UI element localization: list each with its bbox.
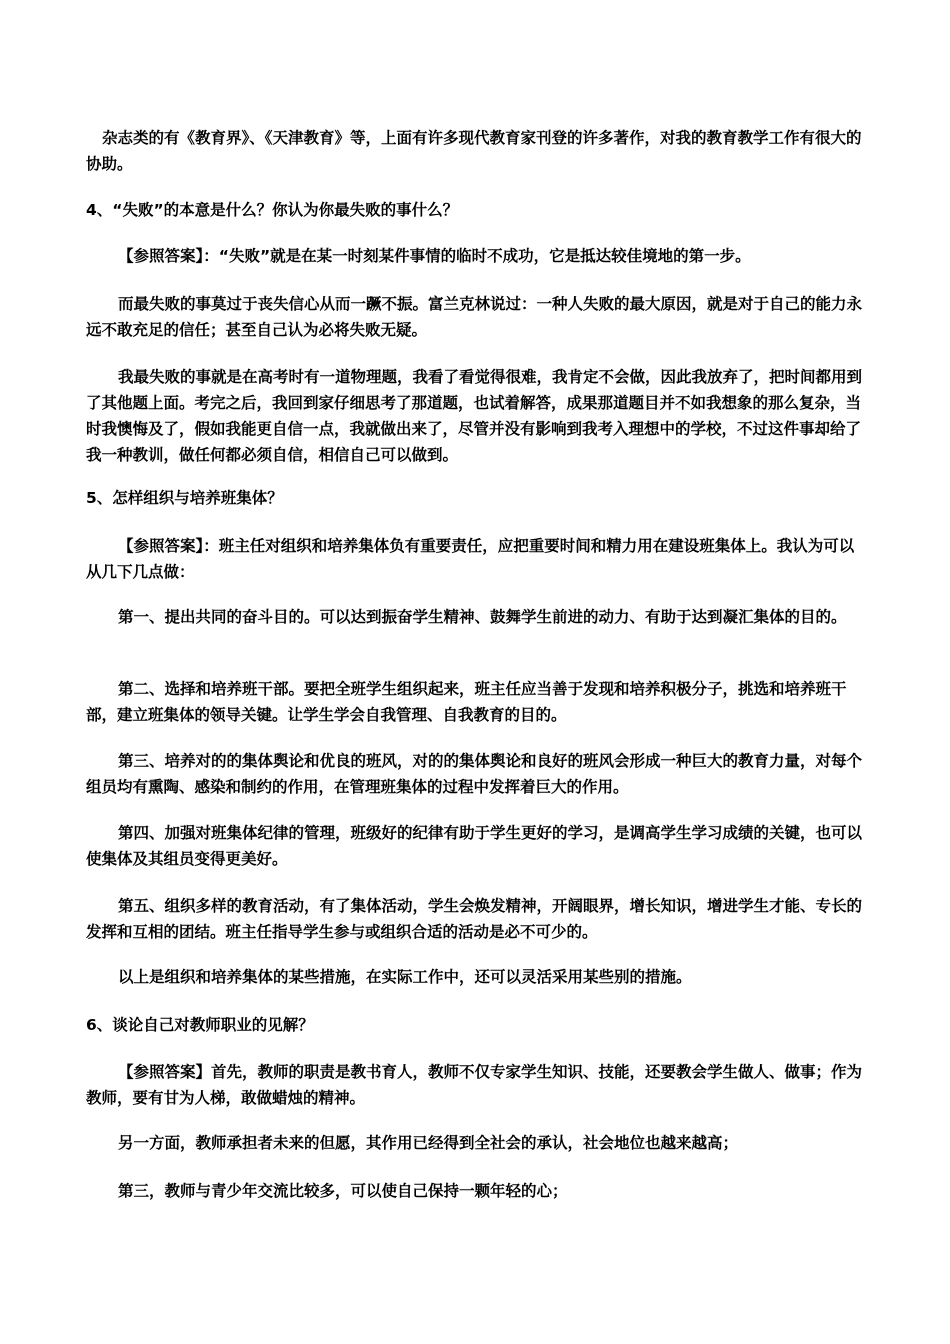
answer-4-paragraph-1: 【参照答案】：“失败”就是在某一时刻某件事情的临时不成功，它是抵达较佳境地的第一步。 <box>118 247 751 265</box>
paragraph-magazines: 杂志类的有《教育界》、《天津教育》等，上面有许多现代教育家刊登的许多著作，对我的教育教学工作有很大的协助。 <box>86 129 862 173</box>
answer-5-point-1: 第一、提出共同的奋斗目的。可以达到振奋学生精神、鼓舞学生前进的动力、有助于达到凝汇集体的目的。 <box>118 608 847 626</box>
question-6-heading: 6、谈论自己对教师职业的见解？ <box>86 1016 314 1034</box>
answer-5-point-4: 第四、加强对班集体纪律的管理，班级好的纪律有助于学生更好的学习，是调高学生学习成绩的关键，也可以使集体及其组员变得更美好。 <box>86 824 863 868</box>
answer-4-paragraph-3: 我最失败的事就是在高考时有一道物理题，我看了看觉得很难，我肯定不会做，因此我放弃了，把时间都用到了其他题上面。考完之后，我回到家仔细思考了那道题，也试着解答，成果那道题目并不如我想象的那么复杂，当时我懊悔及了，假如我能更自信一点，我就做出来了，尽管并没有影响到我考入理想中的学校，不过这件事却给了我一种教训，做任何都必须自信，相信自己可以做到。 <box>86 368 863 464</box>
question-5-heading: 5、怎样组织与培养班集体？ <box>86 489 283 507</box>
answer-6-paragraph-2: 另一方面，教师承担者未来的但愿，其作用已经得到全社会的承认，社会地位也越来越高； <box>118 1134 739 1152</box>
answer-4-paragraph-2: 而最失败的事莫过于丧失信心从而一蹶不振。富兰克林说过：一种人失败的最大原因，就是对于自己的能力永远不敢充足的信任；甚至自己认为必将失败无疑。 <box>86 295 863 339</box>
question-4-heading: 4、“失败”的本意是什么？你认为你最失败的事什么？ <box>86 201 459 219</box>
answer-5-point-3: 第三、培养对的的集体舆论和优良的班风，对的的集体舆论和良好的班风会形成一种巨大的教育力量，对每个组员均有熏陶、感染和制约的作用，在管理班集体的过程中发挥着巨大的作用。 <box>86 752 863 796</box>
answer-6-paragraph-3: 第三，教师与青少年交流比较多，可以使自己保持一颗年轻的心； <box>118 1182 568 1200</box>
answer-5-point-5: 第五、组织多样的教育活动，有了集体活动，学生会焕发精神，开阔眼界，增长知识，增进学生才能、专长的发挥和互相的团结。班主任指导学生参与或组织合适的活动是必不可少的。 <box>86 897 863 941</box>
answer-6-paragraph-1: 【参照答案】首先，教师的职责是教书育人，教师不仅专家学生知识、技能，还要教会学生做人、做事；作为教师，要有甘为人梯，敢做蜡烛的精神。 <box>86 1063 863 1107</box>
answer-5-intro: 【参照答案】：班主任对组织和培养集体负有重要责任，应把重要时间和精力用在建设班集体上。我认为可以从几下几点做： <box>86 537 855 581</box>
answer-5-summary: 以上是组织和培养集体的某些措施，在实际工作中，还可以灵活采用某些别的措施。 <box>118 968 692 986</box>
answer-5-point-2: 第二、选择和培养班干部。要把全班学生组织起来，班主任应当善于发现和培养积极分子，挑选和培养班干部，建立班集体的领导关键。让学生学会自我管理、自我教育的目的。 <box>86 680 847 724</box>
